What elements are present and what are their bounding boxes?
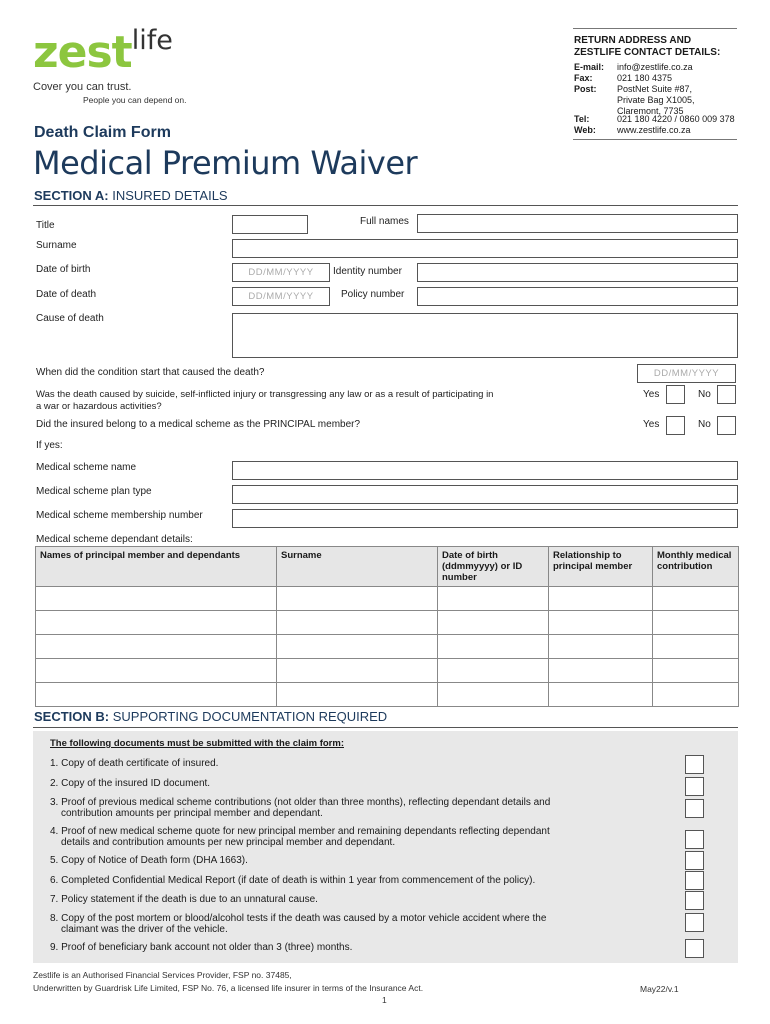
id-number-input[interactable] bbox=[417, 263, 738, 282]
doc-item-8-line1: 8. Copy of the post mortem or blood/alcohol tests if the death was caused by a motor vehicle accident where the bbox=[50, 913, 547, 924]
scheme-yes-label: Yes bbox=[643, 419, 660, 430]
section-a-rest: INSURED DETAILS bbox=[108, 188, 228, 203]
policy-number-input[interactable] bbox=[417, 287, 738, 306]
dod-label: Date of death bbox=[36, 289, 97, 300]
doc-item-6 bbox=[50, 875, 535, 886]
table-cell[interactable] bbox=[653, 587, 739, 611]
suicide-question-line-2: a war or hazardous activities? bbox=[36, 401, 162, 412]
footer-version: May22/v.1 bbox=[640, 984, 679, 994]
plan-type-label: Medical scheme plan type bbox=[36, 486, 152, 497]
table-cell[interactable] bbox=[549, 659, 653, 683]
doc-item-6-line1: 6. Completed Confidential Medical Report (if date of death is within 1 year from commencement of the policy). bbox=[50, 875, 536, 886]
tel-label: Tel: bbox=[574, 114, 590, 124]
full-names-label: Full names bbox=[360, 216, 409, 227]
contact-bottom-rule bbox=[573, 139, 737, 140]
col-relationship: Relationship to principal member bbox=[549, 547, 653, 587]
doc-checkbox-9[interactable] bbox=[685, 939, 704, 958]
table-cell[interactable] bbox=[653, 659, 739, 683]
table-cell[interactable] bbox=[438, 659, 549, 683]
doc-item-8 bbox=[50, 913, 546, 935]
doc-checkbox-8[interactable] bbox=[685, 913, 704, 932]
logo-word-sub: life bbox=[131, 25, 173, 56]
table-cell[interactable] bbox=[277, 635, 438, 659]
email-value[interactable]: info@zestlife.co.za bbox=[617, 62, 693, 72]
doc-item-1-line1: 1. Copy of death certificate of insured. bbox=[50, 758, 219, 769]
section-a-heading bbox=[34, 188, 228, 203]
dob-input[interactable]: DD/MM/YYYY bbox=[232, 263, 330, 282]
footer-line-1: Zestlife is an Authorised Financial Services Provider, FSP no. 37485, bbox=[33, 970, 292, 980]
section-b-bold: SECTION B: bbox=[34, 709, 110, 724]
dod-input[interactable]: DD/MM/YYYY bbox=[232, 287, 330, 306]
full-names-input[interactable] bbox=[417, 214, 738, 233]
contact-heading-2: ZESTLIFE CONTACT DETAILS: bbox=[574, 47, 721, 58]
doc-checkbox-3[interactable] bbox=[685, 799, 704, 818]
suicide-no-label: No bbox=[698, 389, 711, 400]
email-label: E-mail: bbox=[574, 62, 605, 72]
condition-date-input[interactable]: DD/MM/YYYY bbox=[637, 364, 736, 383]
table-cell[interactable] bbox=[438, 587, 549, 611]
post-line-2: Private Bag X1005, bbox=[617, 95, 695, 105]
table-cell[interactable] bbox=[277, 659, 438, 683]
col-dob-id: Date of birth (ddmmyyyy) or ID number bbox=[438, 547, 549, 587]
fax-value: 021 180 4375 bbox=[617, 73, 673, 83]
post-line-1: PostNet Suite #87, bbox=[617, 84, 693, 94]
dob-label: Date of birth bbox=[36, 264, 91, 275]
suicide-no-checkbox[interactable] bbox=[717, 385, 736, 404]
table-cell[interactable] bbox=[549, 587, 653, 611]
table-cell[interactable] bbox=[277, 611, 438, 635]
post-label: Post: bbox=[574, 84, 597, 94]
doc-item-2-line1: 2. Copy of the insured ID document. bbox=[50, 778, 211, 789]
form-name: Death Claim Form bbox=[34, 124, 171, 141]
tel-value: 021 180 4220 / 0860 009 378 bbox=[617, 114, 735, 124]
scheme-yes-checkbox[interactable] bbox=[666, 416, 685, 435]
doc-item-3-line2: contribution amounts per principal member and dependant. bbox=[61, 808, 323, 819]
table-cell[interactable] bbox=[653, 683, 739, 707]
dependants-table bbox=[35, 546, 739, 707]
doc-checkbox-1[interactable] bbox=[685, 755, 704, 774]
table-row bbox=[36, 635, 739, 659]
table-cell[interactable] bbox=[36, 659, 277, 683]
doc-checkbox-7[interactable] bbox=[685, 891, 704, 910]
table-cell[interactable] bbox=[277, 587, 438, 611]
plan-type-input[interactable] bbox=[232, 485, 738, 504]
fax-label: Fax: bbox=[574, 73, 593, 83]
title-label: Title bbox=[36, 220, 55, 231]
surname-label: Surname bbox=[36, 240, 77, 251]
suicide-question-line-1: Was the death caused by suicide, self-inflicted injury or transgressing any law or as a result of participating in bbox=[36, 389, 494, 400]
page-number: 1 bbox=[382, 995, 387, 1005]
doc-item-9-line1: 9. Proof of beneficiary bank account not older than 3 (three) months. bbox=[50, 942, 353, 953]
table-cell[interactable] bbox=[653, 635, 739, 659]
col-surname: Surname bbox=[277, 547, 438, 587]
scheme-name-label: Medical scheme name bbox=[36, 462, 137, 473]
suicide-yes-checkbox[interactable] bbox=[666, 385, 685, 404]
doc-checkbox-6[interactable] bbox=[685, 871, 704, 890]
section-b-rest: SUPPORTING DOCUMENTATION REQUIRED bbox=[109, 709, 388, 724]
post-line-3: Claremont, 7735 bbox=[617, 106, 684, 116]
doc-item-2 bbox=[50, 778, 210, 789]
col-names: Names of principal member and dependants bbox=[36, 547, 277, 587]
zestlife-logo bbox=[33, 25, 203, 80]
doc-item-3-line1: 3. Proof of previous medical scheme contributions (not older than three months), reflecting dependant details and bbox=[50, 797, 551, 808]
scheme-no-checkbox[interactable] bbox=[717, 416, 736, 435]
table-cell[interactable] bbox=[36, 635, 277, 659]
scheme-question: Did the insured belong to a medical scheme as the PRINCIPAL member? bbox=[36, 419, 361, 430]
doc-item-3 bbox=[50, 797, 550, 819]
contact-top-rule bbox=[573, 28, 737, 29]
page-title: Medical Premium Waiver bbox=[33, 144, 418, 182]
membership-number-label: Medical scheme membership number bbox=[36, 510, 203, 521]
table-cell[interactable] bbox=[438, 635, 549, 659]
membership-number-input[interactable] bbox=[232, 509, 738, 528]
table-row bbox=[36, 659, 739, 683]
table-cell[interactable] bbox=[549, 635, 653, 659]
cause-of-death-label: Cause of death bbox=[36, 313, 104, 324]
table-cell[interactable] bbox=[549, 683, 653, 707]
scheme-name-input[interactable] bbox=[232, 461, 738, 480]
table-cell[interactable] bbox=[438, 611, 549, 635]
web-label: Web: bbox=[574, 125, 596, 135]
section-b-heading bbox=[34, 709, 387, 724]
section-a-bold: SECTION A: bbox=[34, 188, 109, 203]
table-cell[interactable] bbox=[36, 587, 277, 611]
cause-of-death-input[interactable] bbox=[232, 313, 738, 358]
section-b-intro: The following documents must be submitted with the claim form: bbox=[50, 738, 344, 749]
policy-number-label: Policy number bbox=[341, 289, 405, 300]
doc-item-7 bbox=[50, 894, 318, 905]
id-number-label: Identity number bbox=[333, 266, 402, 277]
surname-input[interactable] bbox=[232, 239, 738, 258]
scheme-no-label: No bbox=[698, 419, 711, 430]
contact-heading-1: RETURN ADDRESS AND bbox=[574, 35, 692, 46]
logo-word-main: zest bbox=[33, 27, 132, 78]
logo-tagline: Cover you can trust. bbox=[33, 81, 132, 93]
doc-item-7-line1: 7. Policy statement if the death is due to an unnatural cause. bbox=[50, 894, 318, 905]
table-cell[interactable] bbox=[36, 611, 277, 635]
doc-item-1 bbox=[50, 758, 218, 769]
title-input[interactable] bbox=[232, 215, 308, 234]
dependants-header-row bbox=[36, 547, 739, 587]
suicide-yes-label: Yes bbox=[643, 389, 660, 400]
if-yes-label: If yes: bbox=[36, 440, 63, 451]
logo-sub-tagline: People you can depend on. bbox=[83, 95, 187, 105]
section-b-rule bbox=[33, 727, 738, 728]
section-a-rule bbox=[33, 205, 738, 206]
table-cell[interactable] bbox=[438, 683, 549, 707]
col-contribution: Monthly medical contribution bbox=[653, 547, 739, 587]
table-cell[interactable] bbox=[277, 683, 438, 707]
table-row bbox=[36, 611, 739, 635]
table-row bbox=[36, 587, 739, 611]
doc-checkbox-4[interactable] bbox=[685, 830, 704, 849]
table-cell[interactable] bbox=[653, 611, 739, 635]
dependant-details-label: Medical scheme dependant details: bbox=[36, 534, 193, 545]
table-cell[interactable] bbox=[36, 683, 277, 707]
web-value[interactable]: www.zestlife.co.za bbox=[617, 125, 691, 135]
doc-item-5-line1: 5. Copy of Notice of Death form (DHA 1663). bbox=[50, 855, 248, 866]
doc-checkbox-2[interactable] bbox=[685, 777, 704, 796]
doc-item-4-line1: 4. Proof of new medical scheme quote for new principal member and remaining dependants reflecting dependant bbox=[50, 826, 550, 837]
condition-question: When did the condition start that caused the death? bbox=[36, 367, 265, 378]
doc-item-4-line2: details and contribution amounts per new principal member and dependant. bbox=[61, 837, 396, 848]
table-cell[interactable] bbox=[549, 611, 653, 635]
table-row bbox=[36, 683, 739, 707]
doc-item-4 bbox=[50, 826, 550, 848]
doc-item-9 bbox=[50, 942, 352, 953]
doc-item-5 bbox=[50, 855, 248, 866]
footer-line-2: Underwritten by Guardrisk Life Limited, FSP No. 76, a licensed life insurer in terms of the Insurance Act. bbox=[33, 983, 424, 993]
doc-checkbox-5[interactable] bbox=[685, 851, 704, 870]
doc-item-8-line2: claimant was the driver of the vehicle. bbox=[61, 924, 228, 935]
